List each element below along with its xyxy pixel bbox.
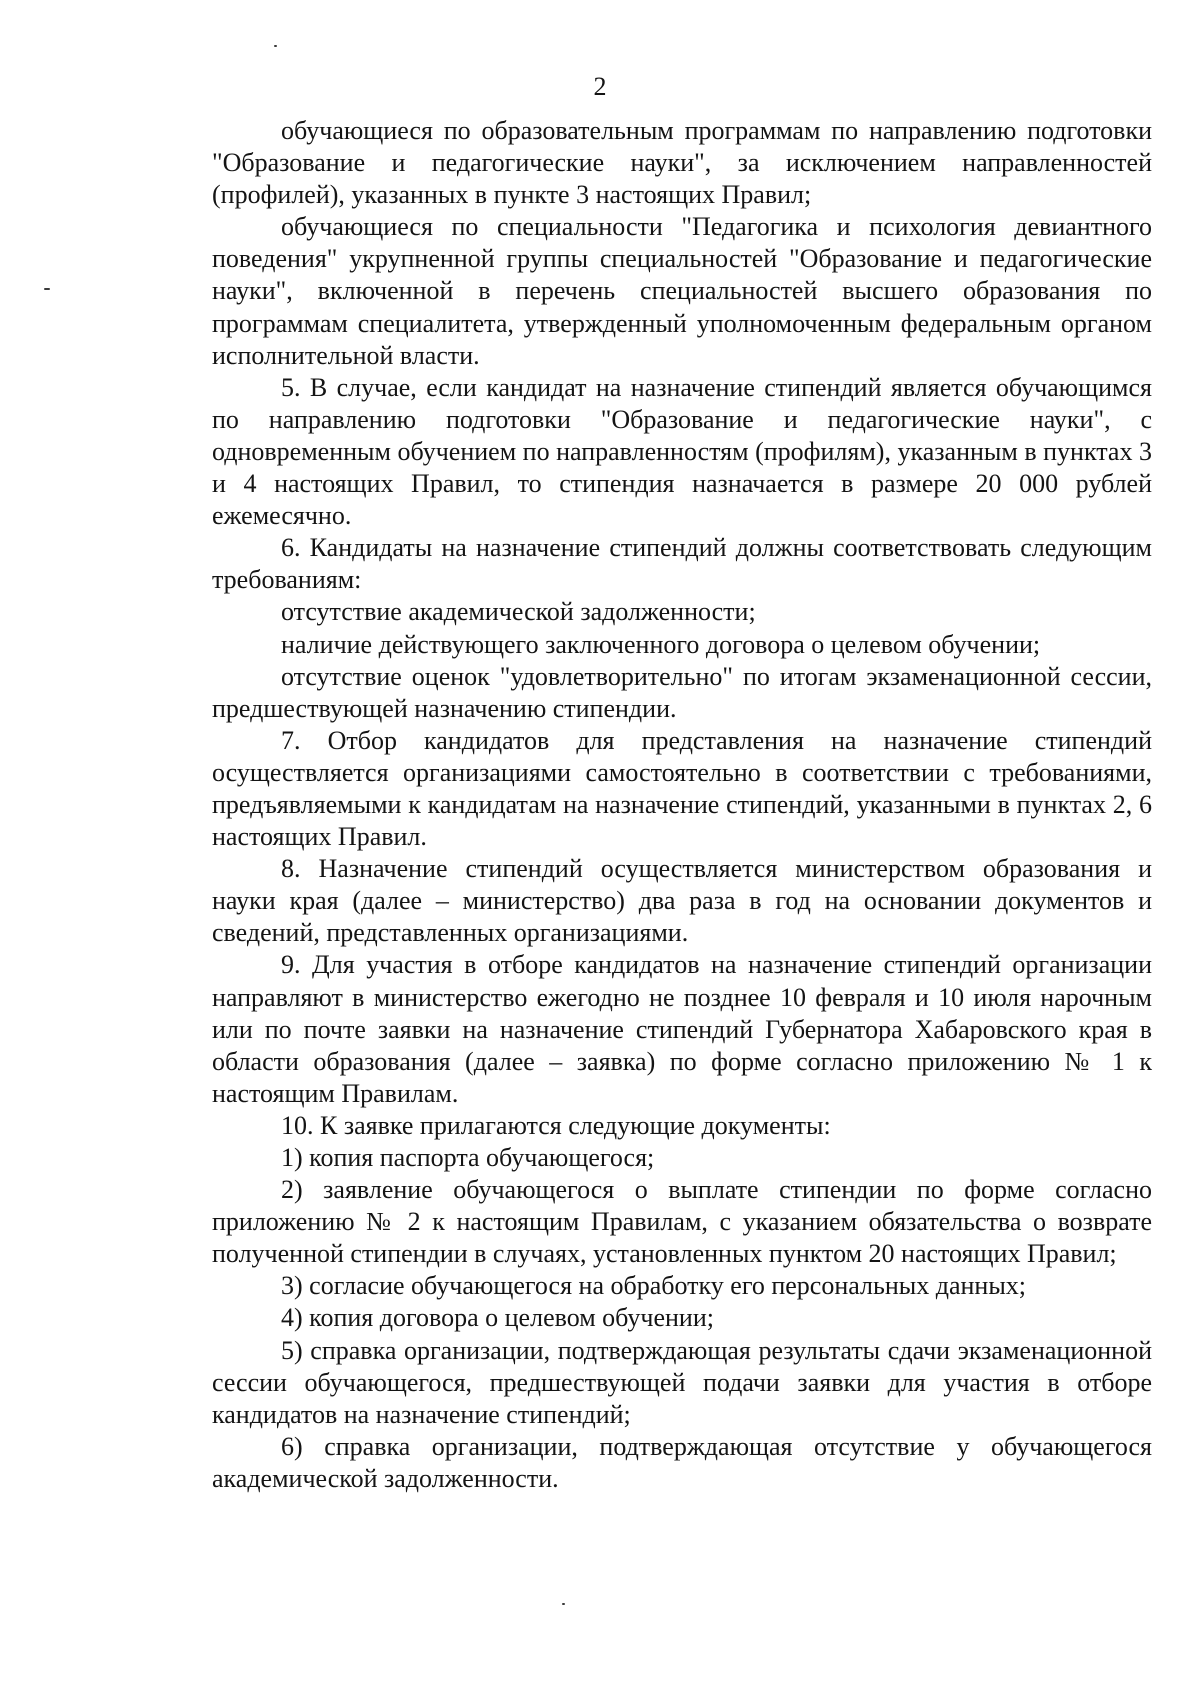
- page-number: 2: [593, 72, 607, 101]
- paragraph-item-10: 10. К заявке прилагаются следующие документы:: [281, 1110, 831, 1140]
- paragraph-list-item-deviant-behavior-specialty: обучающиеся по специальности "Педагогика и психология девиантного поведения" укрупненной группы специальностей "Образование и педагогические науки", включенной в перечень специальностей высшего образования по программам специалитета, утвержденный уполномоченным федеральным органом исполнительной власти.: [212, 212, 1152, 370]
- document-list-item-5: 5) справка организации, подтверждающая результаты сдачи экзаменационной сессии обучающегося, предшествующей подачи заявки для участия в отборе кандидатов на назначение стипендий;: [212, 1335, 1152, 1429]
- document-body: [212, 115, 1152, 1495]
- document-list-item-3: 3) согласие обучающегося на обработку его персональных данных;: [281, 1271, 1027, 1301]
- document-list-item-4: 4) копия договора о целевом обучении;: [281, 1303, 714, 1333]
- scan-speck: [562, 1603, 565, 1605]
- paragraph-item-6: 6. Кандидаты на назначение стипендий должны соответствовать следующим требованиям:: [212, 533, 1152, 595]
- scan-speck: [274, 45, 277, 47]
- paragraph-item-5: 5. В случае, если кандидат на назначение стипендий является обучающимся по направлению подготовки "Образование и педагогические науки", с одновременным обучением по направленностям (профилям), указанным в пунктах 3 и 4 настоящих Правил, то стипендия назначается в размере 20 000 рублей ежемесячно.: [212, 372, 1152, 531]
- scan-speck: [44, 288, 50, 290]
- paragraph-list-item-education-programs: обучающиеся по образовательным программам по направлению подготовки "Образование и педагогические науки", за исключением направленностей (профилей), указанных в пункте 3 настоящих Правил;: [212, 116, 1152, 210]
- requirement-no-academic-debt: отсутствие академической задолженности;: [281, 597, 756, 627]
- document-list-item-6: 6) справка организации, подтверждающая отсутствие у обучающегося академической задолженности.: [212, 1431, 1152, 1493]
- document-list-item-2: 2) заявление обучающегося о выплате стипендии по форме согласно приложению № 2 к настоящим Правилам, с указанием обязательства о возврате полученной стипендии в случаях, установленных пунктом 20 настоящих Правил;: [212, 1175, 1152, 1269]
- requirement-no-satisfactory-grades: отсутствие оценок "удовлетворительно" по итогам экзаменационной сессии, предшествующей назначению стипендии.: [212, 661, 1152, 723]
- document-list-item-1: 1) копия паспорта обучающегося;: [281, 1143, 655, 1172]
- requirement-target-contract: наличие действующего заключенного договора о целевом обучении;: [281, 629, 1041, 659]
- paragraph-item-9: 9. Для участия в отборе кандидатов на назначение стипендий организации направляют в министерство ежегодно не позднее 10 февраля и 10 июля нарочным или по почте заявки на назначение стипендий Губернатора Хабаровского края в области образования (далее – заявка) по форме согласно приложению № 1 к настоящим Правилам.: [212, 950, 1152, 1108]
- paragraph-item-7: 7. Отбор кандидатов для представления на назначение стипендий осуществляется организациями самостоятельно в соответствии с требованиями, предъявляемыми к кандидатам на назначение стипендий, указанными в пунктах 2, 6 настоящих Правил.: [212, 725, 1152, 852]
- paragraph-item-8: 8. Назначение стипендий осуществляется министерством образования и науки края (далее – министерство) два раза в год на основании документов и сведений, представленных организациями.: [212, 854, 1152, 948]
